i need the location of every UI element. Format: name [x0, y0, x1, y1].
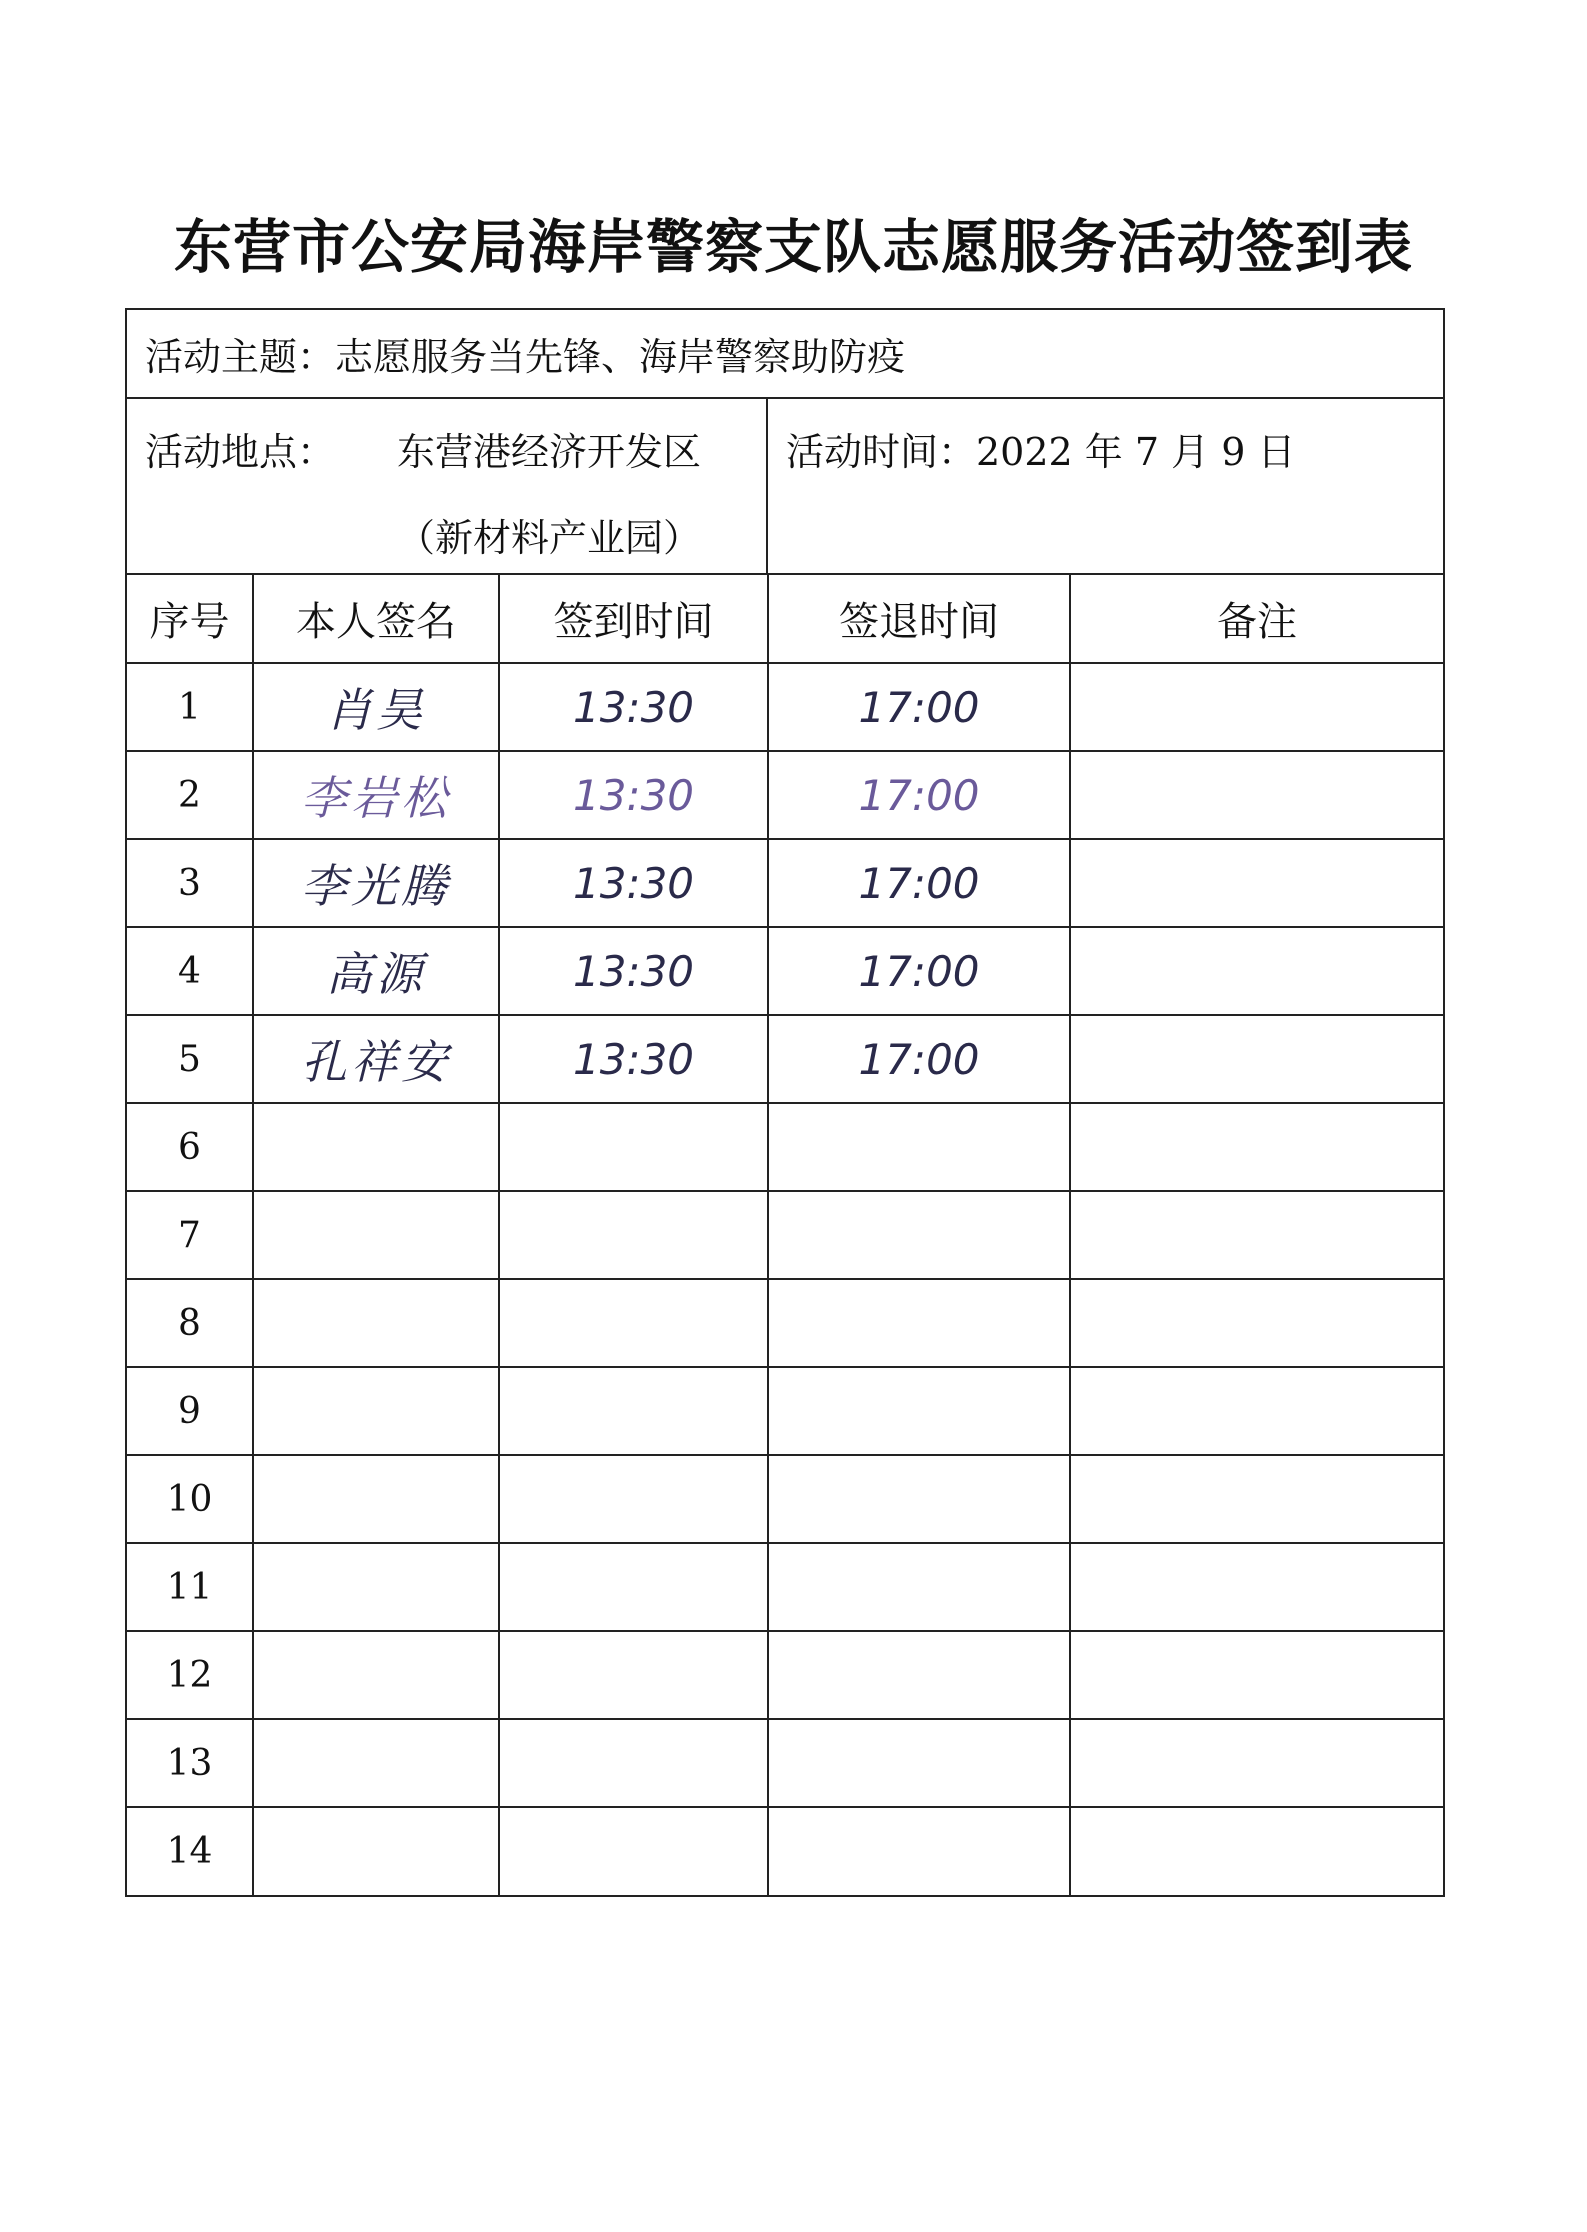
signature-cell — [253, 839, 499, 927]
row-number: 12 — [166, 1654, 213, 1696]
signout-time-cell — [768, 927, 1070, 1015]
signin-time-cell — [499, 751, 768, 839]
row-number: 14 — [166, 1831, 213, 1872]
table-row — [127, 1279, 1443, 1367]
signature-cell — [253, 663, 499, 751]
row-number-cell — [127, 751, 253, 839]
row-number-cell — [127, 1543, 253, 1631]
row-number-cell — [127, 1103, 253, 1191]
signature-cell — [253, 751, 499, 839]
row-number: 7 — [178, 1214, 201, 1256]
signout-time-cell — [768, 1279, 1070, 1367]
row-number: 11 — [166, 1566, 213, 1608]
signout-time-cell — [768, 1103, 1070, 1191]
signin-time-cell — [499, 927, 768, 1015]
row-number: 2 — [178, 774, 201, 816]
signature-cell — [253, 1807, 499, 1895]
signature-cell — [253, 927, 499, 1015]
table-header-row — [127, 575, 1443, 663]
row-number-cell — [127, 927, 253, 1015]
remarks-cell — [1070, 1807, 1443, 1895]
signin-time-cell — [499, 1543, 768, 1631]
col-header-signature: 本人签名 — [253, 575, 499, 663]
remarks-cell — [1070, 1279, 1443, 1367]
signature: 肖昊 — [326, 683, 426, 737]
remarks-cell — [1070, 1455, 1443, 1543]
activity-place-line1: 东营港经济开发区 — [397, 430, 702, 474]
table-row — [127, 927, 1443, 1015]
signin-time: 13:30 — [572, 858, 695, 908]
table-row — [127, 1719, 1443, 1807]
activity-place-line2: （新材料产业园） — [397, 516, 702, 560]
signin-time: 13:30 — [572, 1034, 695, 1084]
signin-time-cell — [499, 1631, 768, 1719]
signature-cell — [253, 1543, 499, 1631]
table-row — [127, 839, 1443, 927]
signout-time-cell — [768, 1807, 1070, 1895]
row-number-cell — [127, 839, 253, 927]
row-number: 8 — [178, 1302, 201, 1344]
remarks-cell — [1070, 1191, 1443, 1279]
remarks-cell — [1070, 1103, 1443, 1191]
signout-time: 17:00 — [858, 1034, 980, 1084]
activity-theme-row — [127, 310, 1443, 399]
row-number-cell — [127, 1191, 253, 1279]
table-row — [127, 1103, 1443, 1191]
signin-time-cell — [499, 1807, 768, 1895]
remarks-cell — [1070, 663, 1443, 751]
table-row — [127, 1455, 1443, 1543]
signature-cell — [253, 1103, 499, 1191]
signout-time-cell — [768, 663, 1070, 751]
row-number-cell — [127, 1719, 253, 1807]
remarks-cell — [1070, 1719, 1443, 1807]
signin-time-cell — [499, 1455, 768, 1543]
row-number-cell — [127, 1015, 253, 1103]
signin-time-cell — [499, 839, 768, 927]
signature: 李光腾 — [301, 859, 451, 913]
signature-cell — [253, 1719, 499, 1807]
row-number: 13 — [166, 1742, 213, 1784]
col-header-remarks: 备注 — [1070, 575, 1443, 663]
signout-time: 17:00 — [858, 770, 980, 820]
remarks-cell — [1070, 927, 1443, 1015]
signature-cell — [253, 1015, 499, 1103]
row-number: 6 — [178, 1126, 201, 1168]
row-number: 1 — [178, 686, 201, 728]
signin-time: 13:30 — [572, 770, 695, 820]
signin-sheet — [125, 308, 1445, 1897]
row-number-cell — [127, 1631, 253, 1719]
signature: 高源 — [326, 947, 426, 1001]
remarks-cell — [1070, 1015, 1443, 1103]
signature: 李岩松 — [301, 771, 451, 825]
signature-cell — [253, 1455, 499, 1543]
row-number-cell — [127, 1455, 253, 1543]
col-header-signin-time: 签到时间 — [499, 575, 768, 663]
activity-time-cell — [768, 399, 1443, 573]
signout-time-cell — [768, 1367, 1070, 1455]
signin-time-cell — [499, 1015, 768, 1103]
table-row — [127, 663, 1443, 751]
remarks-cell — [1070, 1631, 1443, 1719]
activity-theme: 活动主题：志愿服务当先锋、海岸警察助防疫 — [145, 335, 906, 379]
signout-time-cell — [768, 1631, 1070, 1719]
activity-place-time-row — [127, 399, 1443, 575]
signout-time: 17:00 — [858, 682, 980, 732]
signin-time-cell — [499, 1103, 768, 1191]
signout-time: 17:00 — [858, 858, 980, 908]
table-row — [127, 1191, 1443, 1279]
row-number-cell — [127, 1367, 253, 1455]
signout-time-cell — [768, 1455, 1070, 1543]
table-row — [127, 1015, 1443, 1103]
remarks-cell — [1070, 1543, 1443, 1631]
activity-place-cell — [127, 399, 768, 573]
signin-time: 13:30 — [572, 946, 695, 996]
signout-time-cell — [768, 839, 1070, 927]
signin-time-cell — [499, 1719, 768, 1807]
col-header-signout-time: 签退时间 — [768, 575, 1070, 663]
row-number-cell — [127, 1807, 253, 1895]
signout-time-cell — [768, 751, 1070, 839]
row-number: 9 — [178, 1390, 201, 1432]
remarks-cell — [1070, 839, 1443, 927]
signature-cell — [253, 1279, 499, 1367]
row-number-cell — [127, 1279, 253, 1367]
signin-time: 13:30 — [572, 682, 695, 732]
signin-time-cell — [499, 1191, 768, 1279]
activity-time: 活动时间：2022 年 7 月 9 日 — [786, 430, 1296, 474]
row-number: 5 — [178, 1038, 201, 1080]
signin-time-cell — [499, 1367, 768, 1455]
row-number: 4 — [178, 950, 201, 992]
signout-time-cell — [768, 1191, 1070, 1279]
remarks-cell — [1070, 751, 1443, 839]
row-number: 3 — [178, 862, 201, 904]
page-title: 东营市公安局海岸警察支队志愿服务活动签到表 — [173, 213, 1413, 281]
signature: 孔祥安 — [301, 1035, 451, 1089]
row-number-cell — [127, 663, 253, 751]
row-number: 10 — [166, 1478, 213, 1520]
table-row — [127, 1631, 1443, 1719]
col-header-number: 序号 — [127, 575, 253, 663]
table-body — [127, 663, 1443, 1895]
signature-cell — [253, 1191, 499, 1279]
signout-time-cell — [768, 1543, 1070, 1631]
table-row — [127, 1367, 1443, 1455]
table-row — [127, 751, 1443, 839]
table-row — [127, 1807, 1443, 1895]
signin-time-cell — [499, 663, 768, 751]
activity-place-label: 活动地点： — [145, 430, 336, 474]
signin-table — [127, 575, 1443, 1895]
signout-time-cell — [768, 1719, 1070, 1807]
table-row — [127, 1543, 1443, 1631]
signout-time: 17:00 — [858, 946, 980, 996]
signature-cell — [253, 1367, 499, 1455]
signin-time-cell — [499, 1279, 768, 1367]
signature-cell — [253, 1631, 499, 1719]
signout-time-cell — [768, 1015, 1070, 1103]
remarks-cell — [1070, 1367, 1443, 1455]
